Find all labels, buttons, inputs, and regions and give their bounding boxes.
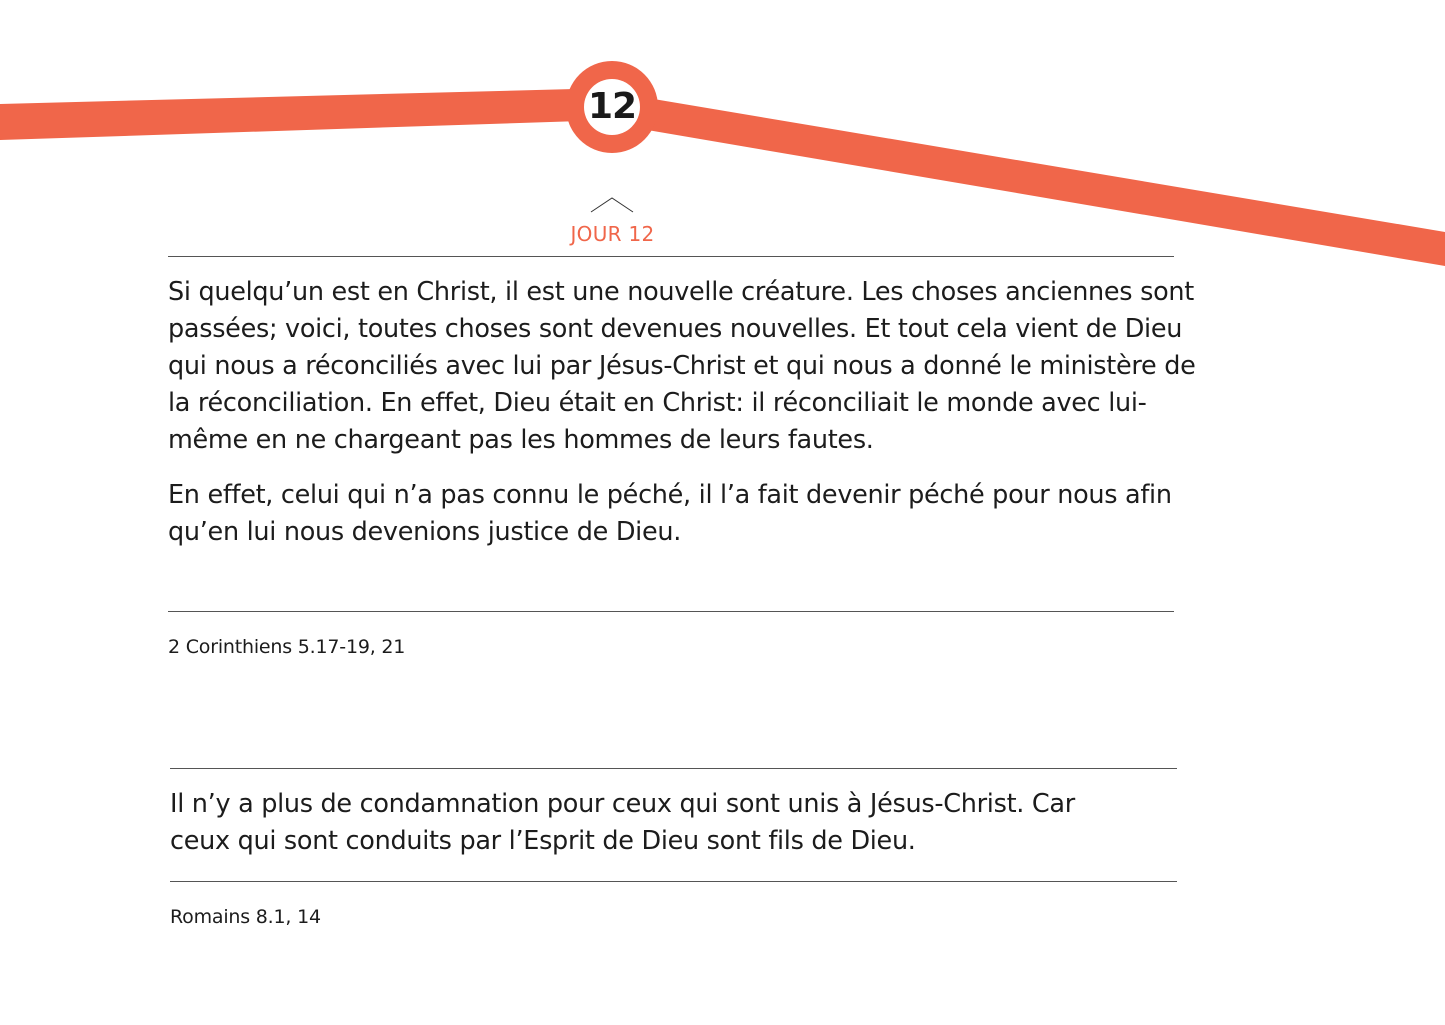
- divider: [168, 256, 1174, 257]
- day-badge-number: 12: [587, 86, 637, 127]
- reading-2-text: [170, 786, 1130, 860]
- reading-1-paragraph-2: En effet, celui qui n’a pas connu le péché, il l’a fait devenir péché pour nous afin qu’en lui nous devenions justice de Dieu.: [168, 480, 1172, 547]
- reading-1-text: [168, 274, 1198, 551]
- reading-1-paragraph-1: Si quelqu’un est en Christ, il est une nouvelle créature. Les choses anciennes sont passées; voici, toutes choses sont devenues nouvelles. Et tout cela vient de Dieu qui nous a réconciliés avec lui par Jésus-Christ et qui nous a donné le ministère de la réconciliation. En effet, Dieu était en Christ: il réconciliait le monde avec lui-même en ne chargeant pas les hommes de leurs fautes.: [168, 277, 1196, 455]
- reading-2-reference: Romains 8.1, 14: [170, 906, 321, 928]
- timeline-band-left: [0, 88, 612, 140]
- chevron-up-icon: [590, 196, 634, 214]
- reading-1-reference: 2 Corinthiens 5.17-19, 21: [168, 636, 406, 658]
- day-label: JOUR 12: [570, 222, 655, 246]
- timeline-band-right: [612, 92, 1445, 266]
- divider: [170, 768, 1177, 769]
- reading-2-paragraph-1: Il n’y a plus de condamnation pour ceux qui sont unis à Jésus-Christ. Car ceux qui sont conduits par l’Esprit de Dieu sont fils de Dieu.: [170, 789, 1075, 856]
- divider: [170, 881, 1177, 882]
- divider: [168, 611, 1174, 612]
- timeline-track: [0, 0, 1445, 300]
